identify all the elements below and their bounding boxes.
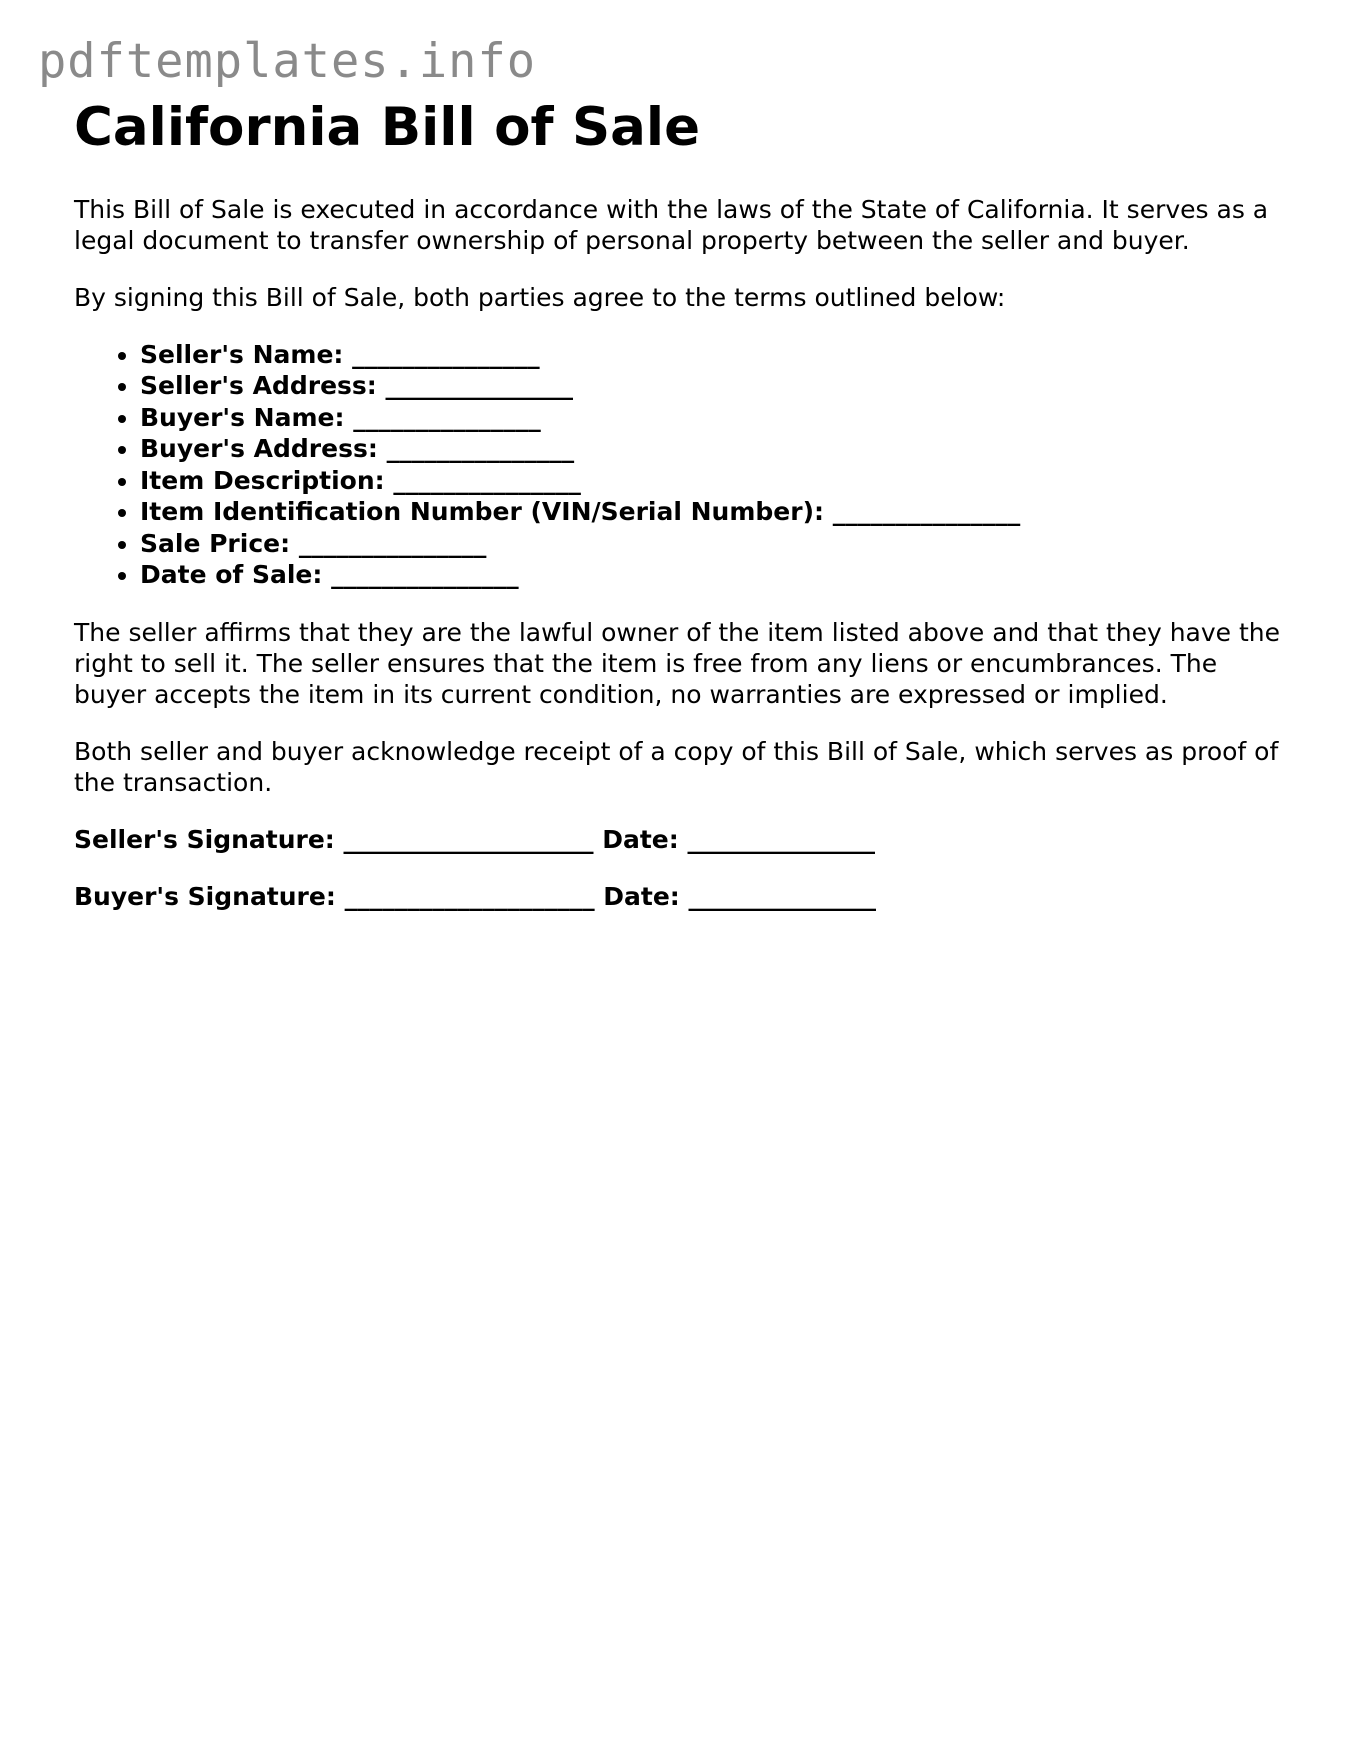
field-label: Item Description: [140, 465, 385, 495]
field-blank: _______________ [298, 528, 487, 558]
document-body [74, 96, 1294, 938]
document-title: California Bill of Sale [74, 97, 701, 158]
list-item-item-description [140, 465, 1294, 497]
seller-signature-label: Seller's Signature: [74, 824, 335, 854]
list-item-date-of-sale [140, 559, 1294, 591]
buyer-date-label: Date: [603, 881, 680, 911]
field-blank: _______________ [352, 339, 540, 369]
buyer-signature-line [74, 881, 1294, 912]
field-blank: _______________ [385, 371, 574, 401]
field-blank: _______________ [832, 497, 1021, 527]
buyer-date-blank: _______________ [688, 881, 877, 911]
field-label: Buyer's Name: [140, 402, 345, 432]
list-item-sale-price [140, 528, 1294, 560]
buyer-signature-label: Buyer's Signature: [74, 881, 336, 911]
field-label: Sale Price: [140, 528, 291, 558]
list-item-buyer-name [140, 402, 1294, 434]
sale-details-list [74, 339, 1294, 591]
seller-date-blank: _______________ [687, 824, 875, 854]
seller-signature-blank: ____________________ [343, 824, 594, 854]
list-item-buyer-address [140, 433, 1294, 465]
field-blank: _______________ [353, 402, 541, 432]
field-label: Date of Sale: [140, 560, 323, 590]
field-blank: _______________ [331, 560, 519, 590]
acknowledgement-paragraph: Both seller and buyer acknowledge receipt of a copy of this Bill of Sale, which serves as proof of the transaction. [74, 736, 1279, 797]
field-label: Seller's Name: [140, 339, 344, 369]
intro-paragraph: This Bill of Sale is executed in accordance with the laws of the State of California. It serves as a legal document to transfer ownership of personal property between the seller and buyer. [74, 194, 1269, 255]
seller-date-label: Date: [602, 824, 679, 854]
field-label: Item Identification Number (VIN/Serial Number): [140, 497, 825, 527]
affirmation-paragraph: The seller affirms that they are the lawful owner of the item listed above and that they have the right to sell it. The seller ensures that the item is free from any liens or encumbrances. The buyer accepts the item in its current condition, no warranties are expressed or implied. [74, 617, 1281, 709]
list-item-seller-name [140, 339, 1294, 371]
agreement-paragraph: By signing this Bill of Sale, both parties agree to the terms outlined below: [74, 282, 1006, 312]
field-label: Seller's Address: [140, 371, 377, 401]
watermark-text: pdftemplates.info [38, 34, 537, 89]
field-label: Buyer's Address: [140, 434, 378, 464]
list-item-item-id-number [140, 496, 1294, 528]
buyer-signature-blank: ____________________ [344, 881, 595, 911]
field-blank: _______________ [386, 434, 575, 464]
seller-signature-line [74, 824, 1294, 855]
list-item-seller-address [140, 370, 1294, 402]
field-blank: _______________ [393, 465, 581, 495]
